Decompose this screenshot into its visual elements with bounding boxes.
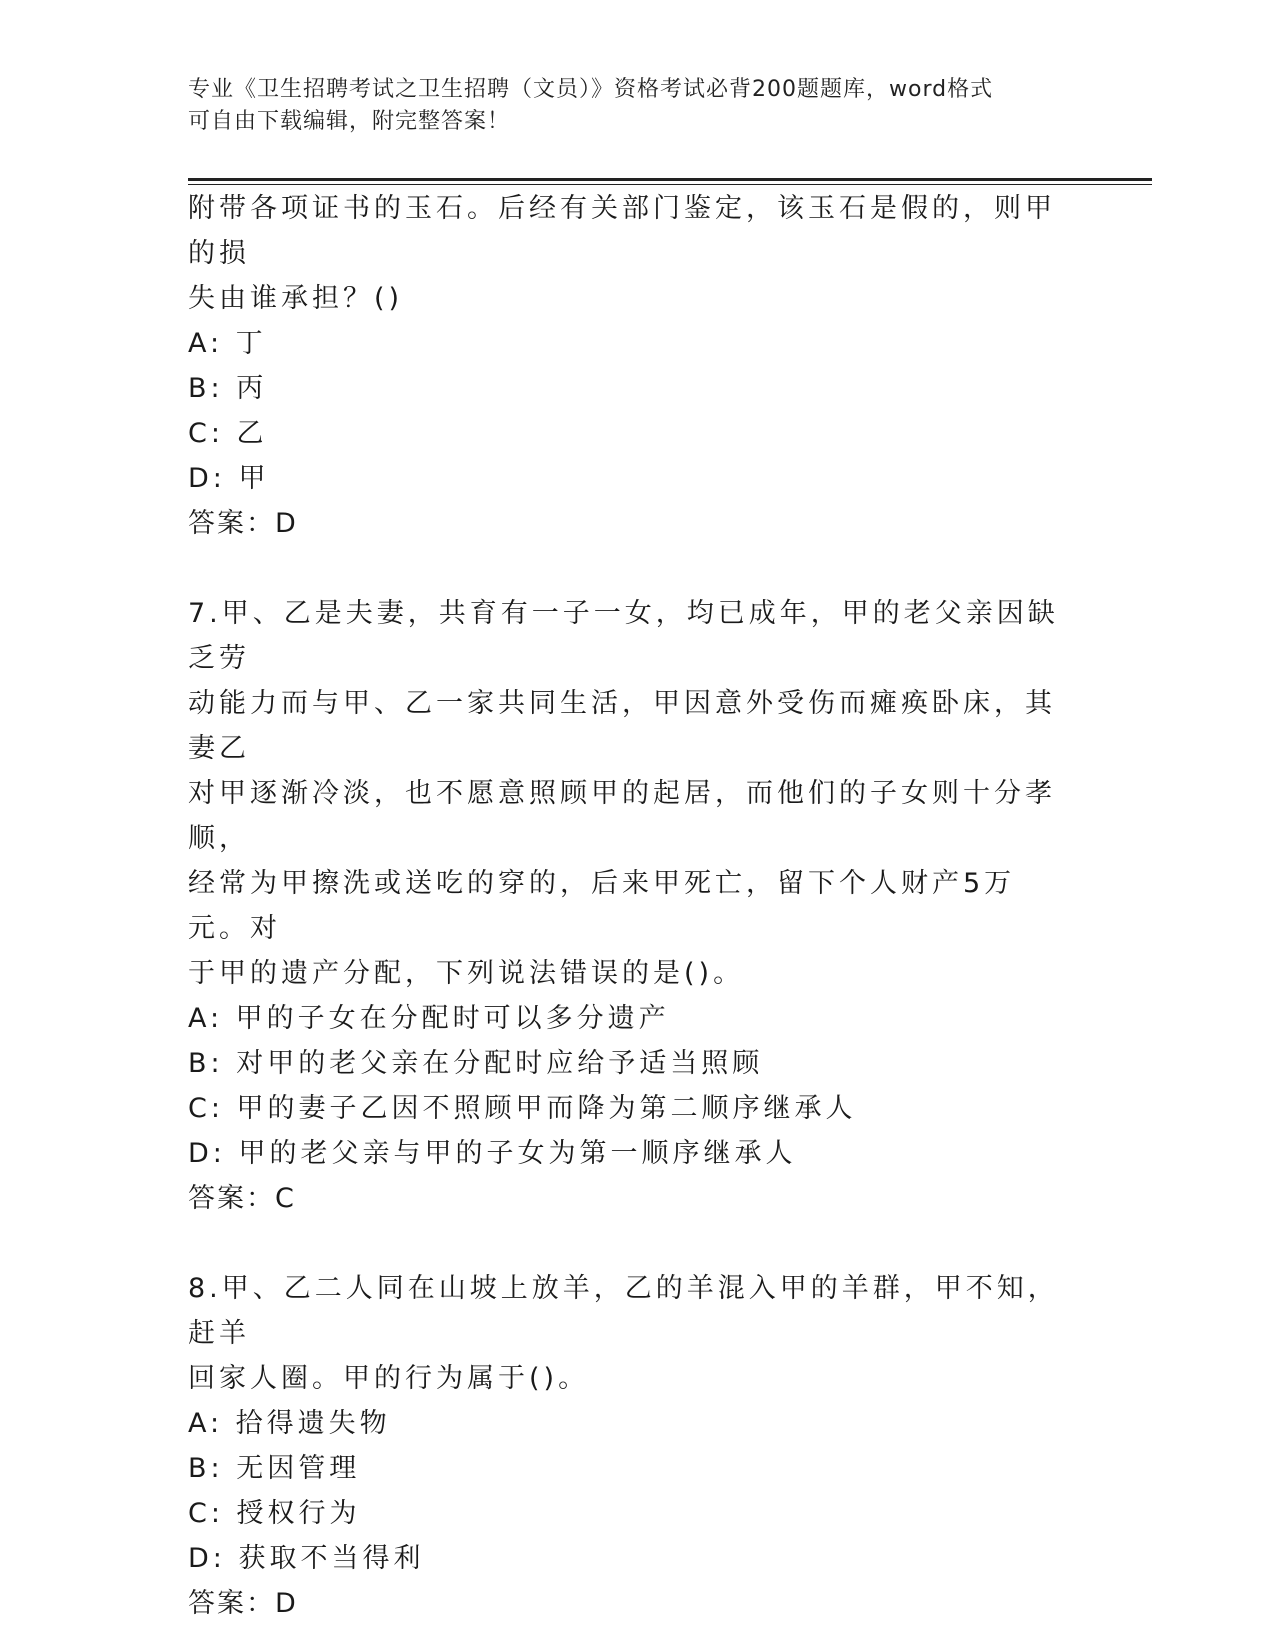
question-spacer bbox=[188, 1221, 1068, 1266]
option-b: B: 丙 bbox=[188, 373, 268, 404]
option-a: A: 拾得遗失物 bbox=[188, 1408, 391, 1439]
answer-line: 答案：C bbox=[188, 1183, 296, 1214]
question-text-line: 对甲逐渐冷淡，也不愿意照顾甲的起居，而他们的子女则十分孝顺， bbox=[188, 778, 1056, 854]
question-text-line: 回家人圈。甲的行为属于()。 bbox=[188, 1363, 590, 1394]
option-d: D: 甲的老父亲与甲的子女为第一顺序继承人 bbox=[188, 1138, 797, 1169]
option-a: A: 丁 bbox=[188, 328, 267, 359]
option-c: C: 授权行为 bbox=[188, 1498, 361, 1529]
option-b: B: 无因管理 bbox=[188, 1453, 361, 1484]
option-b: B: 对甲的老父亲在分配时应给予适当照顾 bbox=[188, 1048, 764, 1079]
option-a: A: 甲的子女在分配时可以多分遗产 bbox=[188, 1003, 670, 1034]
question-spacer bbox=[188, 546, 1068, 591]
header-rule-thick bbox=[188, 178, 1152, 181]
answer-line: 答案：D bbox=[188, 1588, 298, 1619]
header-line-2: 可自由下载编辑，附完整答案！ bbox=[188, 109, 511, 134]
question-text-line: 附带各项证书的玉石。后经有关部门鉴定，该玉石是假的，则甲的损 bbox=[188, 193, 1056, 269]
question-text-line: 8.甲、乙二人同在山坡上放羊，乙的羊混入甲的羊群，甲不知，赶羊 bbox=[188, 1273, 1059, 1349]
question-block bbox=[188, 1266, 1068, 1626]
question-block bbox=[188, 186, 1068, 546]
option-c: C: 甲的妻子乙因不照顾甲而降为第二顺序继承人 bbox=[188, 1093, 857, 1124]
question-text-line: 7.甲、乙是夫妻，共育有一子一女，均已成年，甲的老父亲因缺乏劳 bbox=[188, 598, 1059, 674]
document-header bbox=[188, 74, 1088, 138]
question-list bbox=[188, 186, 1068, 1626]
question-text-line: 失由谁承担？() bbox=[188, 283, 404, 314]
answer-line: 答案：D bbox=[188, 508, 298, 539]
question-text-line: 动能力而与甲、乙一家共同生活，甲因意外受伤而瘫痪卧床，其妻乙 bbox=[188, 688, 1056, 764]
option-c: C: 乙 bbox=[188, 418, 268, 449]
option-d: D: 获取不当得利 bbox=[188, 1543, 425, 1574]
header-line-1: 专业《卫生招聘考试之卫生招聘（文员）》资格考试必背200题题库，word格式 bbox=[188, 77, 994, 102]
question-text-line: 经常为甲擦洗或送吃的穿的，后来甲死亡，留下个人财产5万元。对 bbox=[188, 868, 1016, 944]
header-rule-thin bbox=[188, 184, 1152, 185]
question-block bbox=[188, 591, 1068, 1221]
option-d: D: 甲 bbox=[188, 463, 270, 494]
question-text-line: 于甲的遗产分配，下列说法错误的是()。 bbox=[188, 958, 745, 989]
